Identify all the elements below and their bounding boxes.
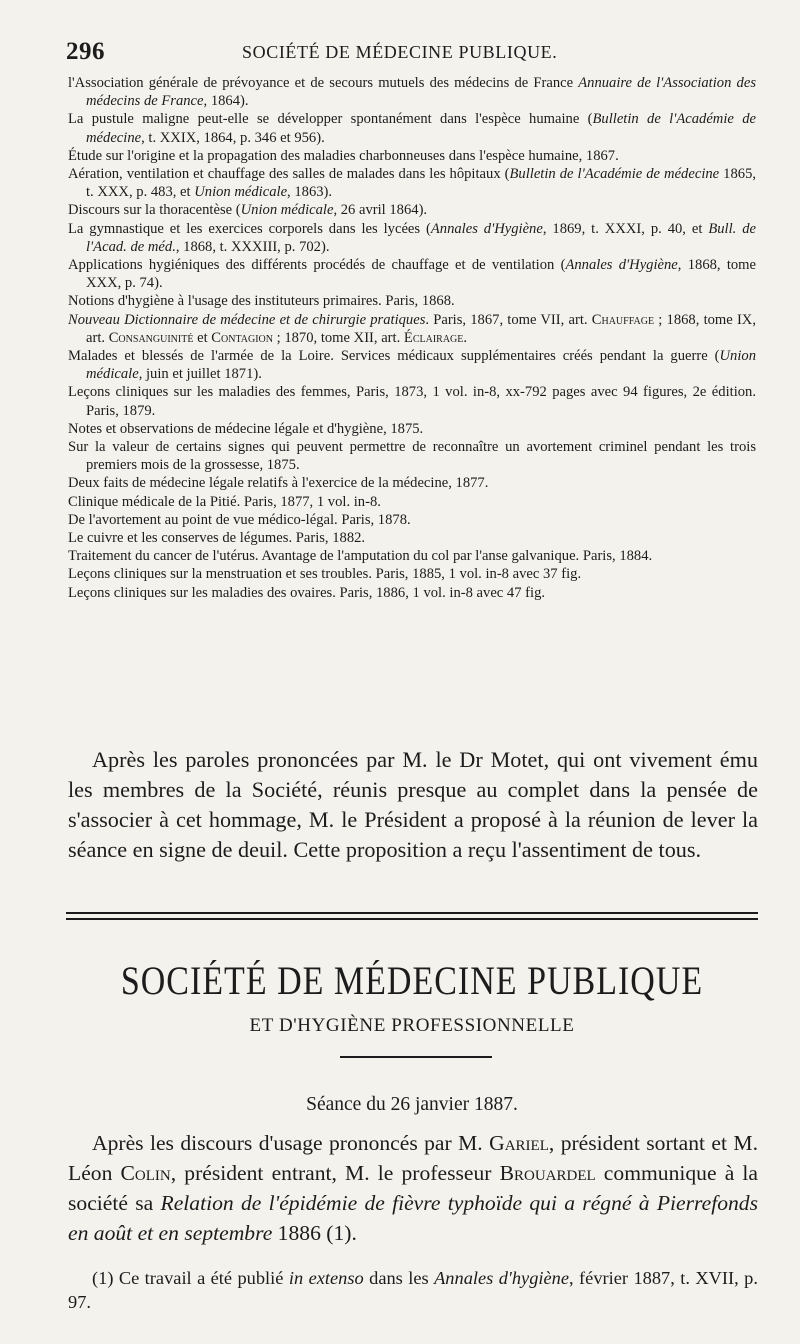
text-run: Applications hygiéniques des différents procédés de chauffage et de ventilation (: [68, 257, 566, 274]
text-run: Leçons cliniques sur la menstruation et ses troubles. Paris, 1885, 1 vol. in-8 avec 37 fig.: [68, 566, 582, 583]
text-run: La pustule maligne peut-elle se développer spontanément dans l'espèce humaine (: [68, 111, 593, 128]
text-run: , 1863).: [287, 184, 333, 201]
italic-run: Bulletin de l'Académie de médecine: [86, 111, 756, 146]
bibliography-entry: [68, 256, 756, 292]
text-run: , juin et juillet 1871).: [138, 366, 262, 383]
session-date: Séance du 26 janvier 1887.: [306, 1094, 518, 1115]
title-underline: [340, 1056, 492, 1058]
text-run: Notions d'hygiène à l'usage des instituteurs primaires. Paris, 1868.: [68, 293, 455, 310]
bibliography-entry: [68, 565, 756, 583]
bibliography-entry: [68, 74, 756, 110]
text-run: Discours sur la thoracentèse (: [68, 202, 241, 219]
italic-run: Union médicale: [194, 184, 288, 201]
italic-run: Union médicale: [86, 348, 756, 383]
text-run: Aération, ventilation et chauffage des salles de malades dans les hôpitaux (: [68, 166, 510, 183]
session-paragraph: [68, 1128, 758, 1248]
text-run: 1865, t. XXX, p. 483, et: [86, 166, 757, 201]
section-divider-top: [66, 912, 758, 914]
text-run: Étude sur l'origine et la propagation des maladies charbonneuses dans l'espèce humaine, 1867.: [68, 147, 619, 164]
text-run: Clinique médicale de la Pitié. Paris, 1877, 1 vol. in-8.: [68, 493, 381, 510]
text-run: Traitement du cancer de l'utérus. Avantage de l'amputation du col par l'anse galvanique. Paris, 1884.: [68, 548, 653, 565]
page-header: [66, 38, 756, 68]
small-caps-run: Brouardel: [499, 1161, 596, 1185]
text-run: Après les paroles prononcées par M. le Dr Motet, qui ont vivement ému les membres de la Société, réunis presque au complet dans la pensée de s'associer à cet hommage, M. le Président a proposé à la réunion de lever la séance en signe de deuil. Cette proposition a reçu l'assentiment de tous.: [68, 747, 758, 862]
text-run: La gymnastique et les exercices corporels dans les lycées (: [68, 220, 431, 237]
bibliography-entry: [68, 511, 756, 529]
small-caps-run: Gariel: [489, 1131, 549, 1155]
footnote: [68, 1266, 758, 1314]
bibliography-entry: [68, 347, 756, 383]
small-caps-run: Chauffage: [591, 311, 655, 328]
text-run: l'Association générale de prévoyance et de secours mutuels des médecins de France: [68, 75, 579, 91]
italic-run: in extenso: [288, 1268, 364, 1288]
bibliography-entry: [68, 147, 756, 165]
italic-run: Annales d'Hygiène: [430, 220, 543, 237]
bibliography-entry: [68, 420, 756, 438]
text-run: Sur la valeur de certains signes qui peuvent permettre de reconnaître un avortement criminel pendant les trois premiers mois de la grossesse, 1875.: [68, 439, 756, 474]
text-run: , président entrant, M. le professeur: [170, 1161, 500, 1185]
text-run: , 26 avril 1864).: [333, 202, 428, 219]
bibliography-entry: [68, 493, 756, 511]
text-run: , président sortant et M. Léon: [68, 1131, 759, 1185]
italic-run: Annuaire de l'Association des médecins de France: [86, 75, 756, 110]
text-run: Leçons cliniques sur les maladies des femmes, Paris, 1873, 1 vol. in-8, xx-792 pages avec 94 figures, 2e édition. Paris, 1879.: [68, 384, 756, 419]
text-run: De l'avortement au point de vue médico-légal. Paris, 1878.: [68, 511, 411, 528]
text-run: (1) Ce travail a été publié: [92, 1268, 289, 1288]
text-run: Malades et blessés de l'armée de la Loire. Services médicaux supplémentaires créés pendant la guerre (: [68, 348, 720, 365]
bibliography-entry: [68, 529, 756, 547]
italic-run: Annales d'Hygiène: [565, 257, 678, 274]
bibliography-entry: [68, 292, 756, 310]
small-caps-run: Contagion: [211, 329, 273, 346]
bibliography-entry: [68, 311, 756, 347]
text-run: .: [463, 329, 468, 346]
text-run: Leçons cliniques sur les maladies des ovaires. Paris, 1886, 1 vol. in-8 avec 47 fig.: [68, 584, 546, 601]
bibliography-entry: [68, 201, 756, 219]
text-run: communique à la société sa: [68, 1161, 758, 1215]
section-divider-bottom: [66, 918, 758, 920]
society-subtitle: ET D'HYGIÈNE PROFESSIONNELLE: [249, 1015, 575, 1036]
text-run: ; 1868, tome IX, art.: [86, 311, 756, 346]
bibliography-entry: [68, 383, 756, 419]
text-run: 1886 (1).: [272, 1221, 357, 1245]
text-run: Après les discours d'usage prononcés par M.: [92, 1131, 490, 1155]
text-run: dans les: [363, 1268, 435, 1288]
italic-run: Relation de l'épidémie de fièvre typhoïde qui a régné à Pierrefonds en août et en septembre: [68, 1191, 758, 1245]
text-run: Deux faits de médecine légale relatifs à l'exercice de la médecine, 1877.: [68, 475, 489, 492]
small-caps-run: Consanguinité: [108, 329, 194, 346]
italic-run: Bull. de l'Acad. de méd.: [86, 220, 756, 255]
bibliography-entry: [68, 474, 756, 492]
small-caps-run: Colin: [120, 1161, 171, 1185]
text-run: , 1868, t. XXXIII, p. 702).: [175, 238, 330, 255]
text-run: Notes et observations de médecine légale et d'hygiène, 1875.: [68, 420, 424, 437]
text-run: , t. XXIX, 1864, p. 346 et 956).: [141, 129, 325, 146]
bibliography-entry: [68, 220, 756, 256]
italic-run: Annales d'hygiène: [434, 1268, 570, 1288]
text-run: , février 1887, t. XVII, p. 97.: [68, 1268, 758, 1312]
bibliography-entry: [68, 547, 756, 565]
italic-run: Bulletin de l'Académie de médecine: [509, 166, 720, 183]
bibliography-entry: [68, 165, 756, 201]
closing-paragraph: [68, 745, 758, 865]
running-head: SOCIÉTÉ DE MÉDECINE PUBLIQUE.: [242, 42, 558, 62]
text-run: . Paris, 1867, tome VII, art.: [425, 311, 592, 328]
text-run: ; 1870, tome XII, art.: [272, 329, 404, 346]
text-run: , 1864).: [203, 93, 249, 110]
text-run: , 1869, t. XXXI, p. 40, et: [542, 220, 709, 237]
small-caps-run: Éclairage: [403, 329, 464, 346]
text-run: Le cuivre et les conserves de légumes. Paris, 1882.: [68, 530, 366, 547]
society-title: SOCIÉTÉ DE MÉDECINE PUBLIQUE: [120, 960, 704, 1004]
bibliography-entry: [68, 110, 756, 146]
italic-run: Union médicale: [240, 202, 334, 219]
bibliography-list: [68, 74, 756, 602]
bibliography-entry: [68, 584, 756, 602]
italic-run: Nouveau Dictionnaire de médecine et de chirurgie pratiques: [68, 311, 426, 328]
page-number: 296: [66, 38, 105, 65]
text-run: , 1868, tome XXX, p. 74).: [86, 257, 757, 292]
bibliography-entry: [68, 438, 756, 474]
text-run: et: [193, 329, 212, 346]
